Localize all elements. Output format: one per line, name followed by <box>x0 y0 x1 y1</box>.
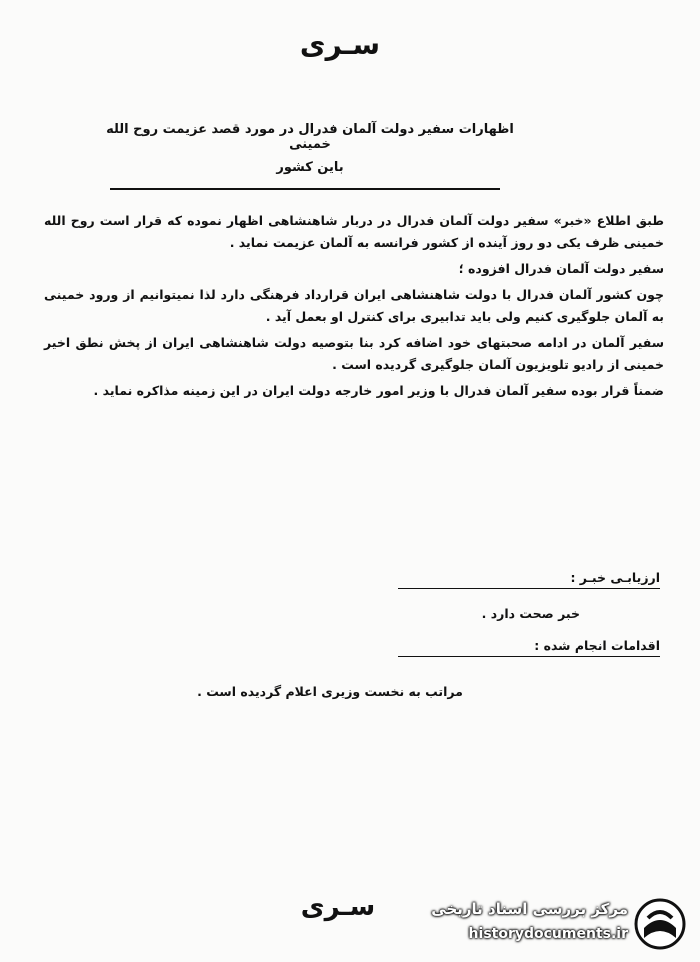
classification-header: سـری <box>299 28 381 61</box>
document-body <box>44 210 664 406</box>
document-subtitle: باین کشور <box>276 160 344 175</box>
body-paragraph: سفیر آلمان در ادامه صحبتهای خود اضافه کرد بنا بتوصیه دولت شاهنشاهی ایران از پخش نطق اخیر خمینی از رادیو تلویزیون آلمان جلوگیری گردیده است . <box>44 335 664 372</box>
opinion-underline <box>398 588 660 589</box>
body-paragraph: چون کشور آلمان فدرال با دولت شاهنشاهی ایران قرارداد فرهنگی دارد لذا نمیتوانیم از ورود خمینی به آلمان جلوگیری کنیم ولی باید تدابیری برای کنترل او بعمل آید . <box>44 287 664 324</box>
watermark <box>420 898 690 954</box>
actions-label: اقدامات انجام شده : <box>534 638 660 653</box>
actions-text: مراتب به نخست وزیری اعلام گردیده است . <box>197 684 463 699</box>
archive-logo-icon <box>634 898 686 950</box>
classification-footer: سـری <box>300 892 376 922</box>
title-underline <box>110 188 500 190</box>
watermark-name: مرکز بررسی اسناد تاریخی <box>431 900 628 918</box>
body-paragraph: طبق اطلاع «خبر» سفیر دولت آلمان فدرال در دربار شاهنشاهی اظهار نموده که قرار است روح الله خمینی ظرف یکی دو روز آینده از کشور فرانسه به آلمان عزیمت نماید . <box>44 213 664 250</box>
opinion-label: ارزیابـی خبـر : <box>570 570 660 585</box>
body-paragraph: سفیر دولت آلمان فدرال افزوده ؛ <box>458 261 664 276</box>
watermark-site: historydocuments.ir <box>468 926 628 942</box>
actions-underline <box>398 656 660 657</box>
opinion-text: خبر صحت دارد . <box>481 606 580 621</box>
body-paragraph: ضمناً قرار بوده سفیر آلمان فدرال با وزیر امور خارجه دولت ایران در این زمینه مذاکره نماید . <box>93 383 664 398</box>
document-title: اظهارات سفیر دولت آلمان فدرال در مورد قصد عزیمت روح الله خمینی <box>106 122 514 152</box>
